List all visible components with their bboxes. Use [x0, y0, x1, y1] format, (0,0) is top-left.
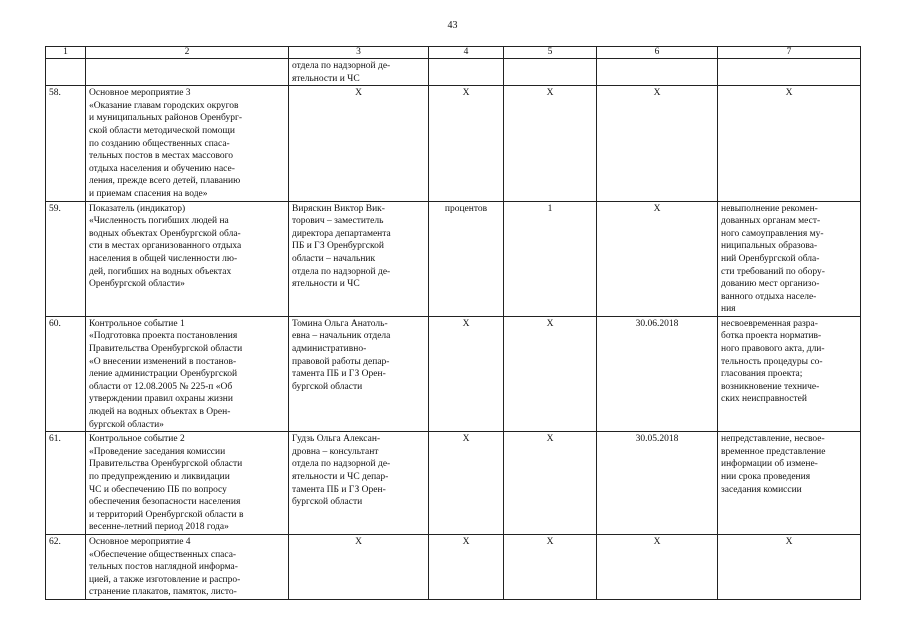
row-responsible: Гудзь Ольга Алексан- дровна – консультант отдела по надзорной де- ятельности и ЧС депар- тамента ПБ и ГЗ Орен- бургской области	[289, 432, 429, 535]
row-measure-name: Основное мероприятие 3 «Оказание главам городских округов и муниципальных районов Оренбург- ской области методической помощи по созданию общественных спаса- тельных постов в местах массового отдыха населения и обучению насе- ления, прежде всего детей, плаванию и приемам спасения на воде»	[86, 86, 289, 201]
row-date: 30.06.2018	[597, 316, 718, 431]
row-responsible: отдела по надзорной де- ятельности и ЧС	[289, 59, 429, 86]
row-unit: X	[429, 432, 504, 535]
row-value: X	[504, 316, 597, 431]
header-col-7: 7	[718, 47, 861, 59]
row-risk: непредставление, несвое- временное представление информации об измене- нии срока проведения заседания комиссии	[718, 432, 861, 535]
row-number: 62.	[46, 534, 86, 599]
table-row-58	[46, 86, 861, 201]
row-unit	[429, 59, 504, 86]
row-risk: X	[718, 534, 861, 599]
row-number: 61.	[46, 432, 86, 535]
row-date	[597, 59, 718, 86]
measures-table	[45, 46, 861, 600]
row-unit: X	[429, 316, 504, 431]
header-col-2: 2	[86, 47, 289, 59]
table-row-62	[46, 534, 861, 599]
row-date: X	[597, 201, 718, 316]
table-row-60	[46, 316, 861, 431]
row-unit: X	[429, 86, 504, 201]
row-measure-name: Показатель (индикатор) «Численность погибших людей на водных объектах Оренбургской обла- сти в местах организованного отдыха населения в общей численности лю- дей, погибших на водных объектах Оренбургской области»	[86, 201, 289, 316]
row-number	[46, 59, 86, 86]
row-measure-name: Контрольное событие 1 «Подготовка проекта постановления Правительства Оренбургской области «О внесении изменений в постанов- ление администрации Оренбургской области от 12.08.2005 № 225-п «Об утверждении правил охраны жизни людей на водных объектах в Орен- бургской области»	[86, 316, 289, 431]
row-value: X	[504, 432, 597, 535]
row-date: 30.05.2018	[597, 432, 718, 535]
row-responsible: Виряскин Виктор Вик- торович – заместитель директора департамента ПБ и ГЗ Оренбургской области – начальник отдела по надзорной де- ятельности и ЧС	[289, 201, 429, 316]
row-measure-name: Контрольное событие 2 «Проведение заседания комиссии Правительства Оренбургской области по предупреждению и ликвидации ЧС и обеспечению ПБ по вопросу обеспечения безопасности населения и территорий Оренбургской области в весенне-летний период 2018 года»	[86, 432, 289, 535]
row-responsible: X	[289, 534, 429, 599]
row-responsible: X	[289, 86, 429, 201]
row-risk	[718, 59, 861, 86]
row-value: 1	[504, 201, 597, 316]
row-measure-name	[86, 59, 289, 86]
row-unit: X	[429, 534, 504, 599]
header-col-1: 1	[46, 47, 86, 59]
header-col-3: 3	[289, 47, 429, 59]
header-col-6: 6	[597, 47, 718, 59]
row-date: X	[597, 86, 718, 201]
row-date: X	[597, 534, 718, 599]
row-responsible: Томина Ольга Анатоль- евна – начальник отдела административно- правовой работы депар- тамента ПБ и ГЗ Орен- бургской области	[289, 316, 429, 431]
header-col-4: 4	[429, 47, 504, 59]
table-row-continuation	[46, 59, 861, 86]
row-risk: несвоевременная разра- ботка проекта норматив- ного правового акта, дли- тельность процедуры со- гласования проекта; возникновение техниче- ских неисправностей	[718, 316, 861, 431]
row-value: X	[504, 534, 597, 599]
row-number: 58.	[46, 86, 86, 201]
row-number: 59.	[46, 201, 86, 316]
row-value: X	[504, 86, 597, 201]
row-unit: процентов	[429, 201, 504, 316]
row-measure-name: Основное мероприятие 4 «Обеспечение общественных спаса- тельных постов наглядной информа- цией, а также изготовление и распро- странение плакатов, памяток, листо-	[86, 534, 289, 599]
column-number-header-row	[46, 47, 861, 59]
row-risk: невыполнение рекомен- дованных органам мест- ного самоуправления му- ниципальных образова- ний Оренбургской обла- сти требований по обору- дованию мест организо- ванного отдыха населе- ния	[718, 201, 861, 316]
row-number: 60.	[46, 316, 86, 431]
row-value	[504, 59, 597, 86]
table-row-61	[46, 432, 861, 535]
page-number: 43	[447, 20, 458, 31]
table-row-59	[46, 201, 861, 316]
row-risk: X	[718, 86, 861, 201]
header-col-5: 5	[504, 47, 597, 59]
